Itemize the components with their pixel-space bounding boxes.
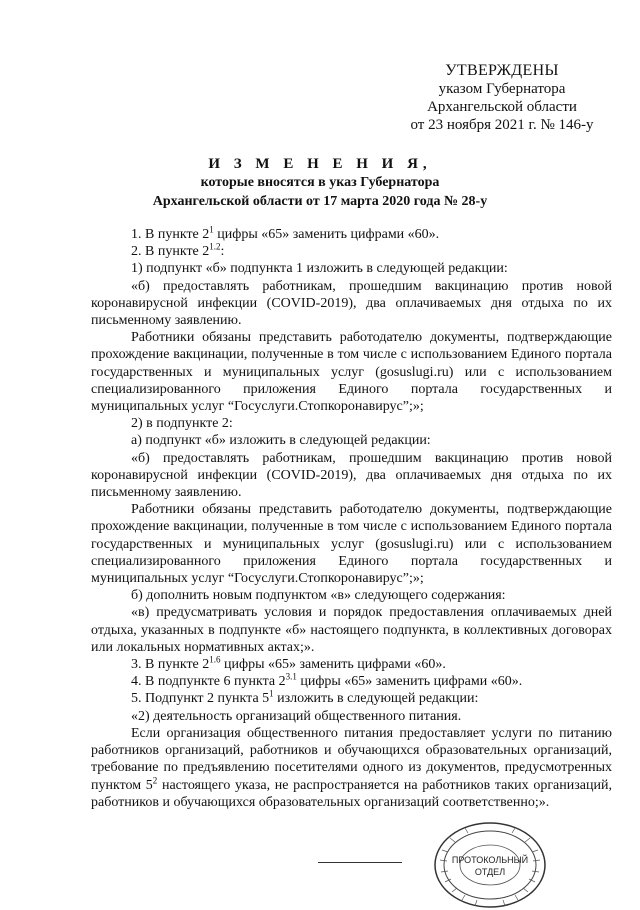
paragraph-6: 2) в подпункте 2:	[131, 416, 233, 432]
official-stamp	[430, 820, 550, 910]
title-line-3: Архангельской области от 17 марта 2020 года № 28-у	[152, 194, 488, 209]
title-line-2: которые вносятся в указ Губернатора	[200, 175, 440, 190]
paragraph-7: а) подпункт «б» изложить в следующей редакции:	[131, 433, 431, 449]
approval-line-decree: указом Губернатора	[438, 81, 566, 97]
paragraph-16: Если организация общественного питания предоставляет услуги по питанию работников организаций, работников и обучающихся образовательных организаций, требование по предъявлению посетителями одного из документов, предусмотренных пунктом $5^2$ настоящего указа, не распространяется на работников таких организаций, работников и обучающихся образовательных организаций соответственно;».	[91, 725, 612, 810]
paragraph-13: 4. В подпункте 6 пункта $2^{3.1}$ цифры «65» заменить цифрами «60».	[131, 671, 523, 690]
approval-line-region: Архангельской области	[427, 99, 577, 115]
paragraph-1: 1. В пункте $2^1$ цифры «65» заменить цифрами «60».	[131, 224, 440, 242]
paragraph-8: «б) предоставлять работникам, прошедшим вакцинацию против новой коронавирусной инфекции (COVID-2019), два оплачиваемых дня отдыха по их письменному заявлению.	[91, 450, 612, 501]
approval-heading: УТВЕРЖДЕНЫ	[445, 62, 559, 79]
paragraph-11: «в) предусматривать условия и порядок предоставления оплачиваемых дней отдыха, указанных в подпункте «б» настоящего подпункта, в коллективных договорах или локальных нормативных актах;».	[91, 605, 612, 655]
document-title	[60, 155, 580, 211]
stamp-text-line-2: ОТДЕЛ	[474, 867, 506, 877]
approval-block	[392, 62, 612, 134]
paragraph-10: б) дополнить новым подпунктом «в» следующего содержания:	[131, 588, 506, 604]
document-body	[91, 226, 612, 811]
paragraph-3: 1) подпункт «б» подпункта 1 изложить в следующей редакции:	[131, 261, 508, 277]
paragraph-14: 5. Подпункт 2 пункта $5^1$ изложить в следующей редакции:	[131, 688, 479, 707]
stamp-text-line-1: ПРОТОКОЛЬНЫЙ	[451, 855, 529, 865]
paragraph-4: «б) предоставлять работникам, прошедшим вакцинацию против новой коронавирусной инфекции (COVID-2019), два оплачиваемых дня отдыха по их письменному заявлению.	[91, 278, 612, 329]
paragraph-12: 3. В пункте $2^{1.6}$ цифры «65» заменить цифрами «60».	[131, 654, 446, 673]
paragraph-9: Работники обязаны представить работодателю документы, подтверждающие прохождение вакцинации, полученные в том числе с использованием Единого портала государственных и муниципальных услуг (gosuslugi.ru) или с использованием специализированного приложения Единого портала государственных и муниципальных услуг “Госуслуги.Стопкоронавирус”;»;	[91, 502, 612, 587]
paragraph-15: «2) деятельность организаций общественного питания.	[131, 708, 462, 724]
title-main: И З М Е Н Е Н И Я,	[208, 156, 432, 172]
paragraph-5: Работники обязаны представить работодателю документы, подтверждающие прохождение вакцинации, полученные в том числе с использованием Единого портала государственных и муниципальных услуг (gosuslugi.ru) или с использованием специализированного приложения Единого портала государственных и муниципальных услуг “Госуслуги.Стопкоронавирус”;»;	[91, 330, 612, 415]
signature-line	[318, 862, 402, 863]
approval-line-date: от 23 ноября 2021 г. № 146-у	[410, 117, 594, 133]
paragraph-2: 2. В пункте $2^{1.2}$:	[131, 241, 225, 260]
